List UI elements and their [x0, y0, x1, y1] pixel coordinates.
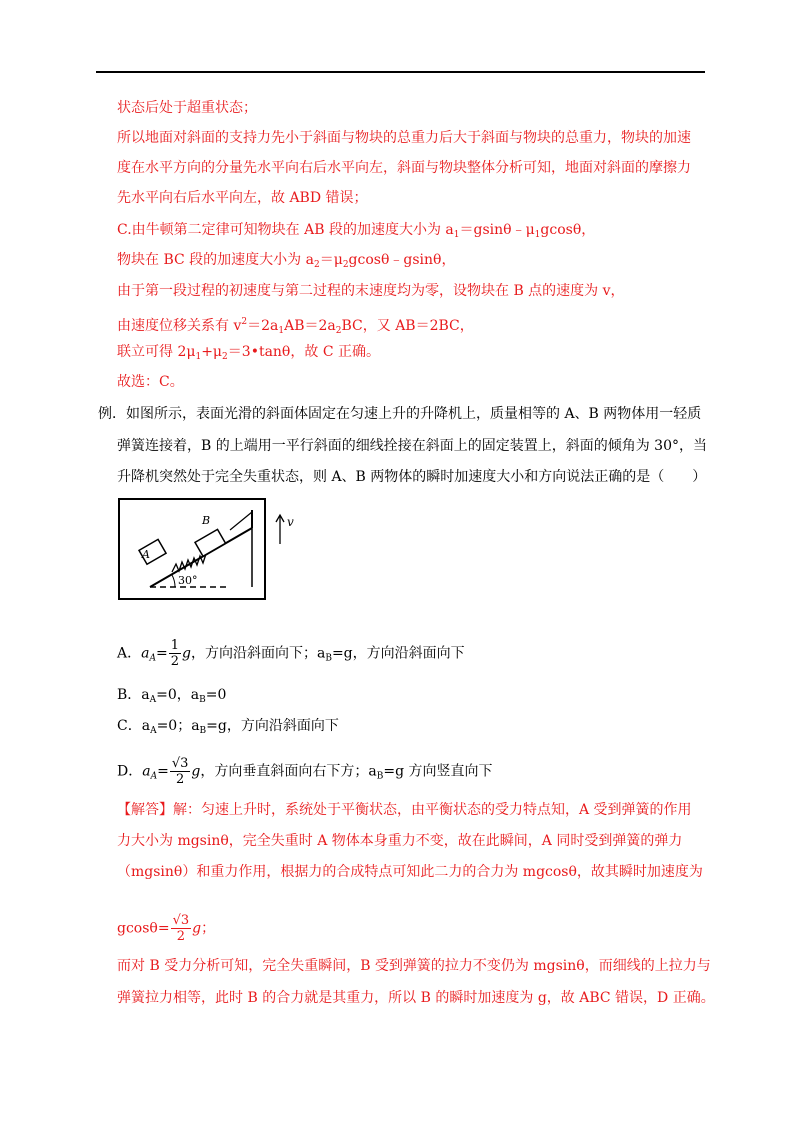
text: ＝gsinθ﹣μ [459, 222, 535, 238]
option-prefix: A． [117, 645, 142, 662]
text: 由速度位移关系有 v [117, 318, 242, 334]
text: =g，方向沿斜面向下 [206, 718, 339, 734]
header-rule [96, 71, 705, 73]
text: C.由牛顿第二定律可知物块在 AB 段的加速度大小为 a [117, 222, 454, 238]
answer-line-2: 力大小为 mgsinθ，完全失重时 A 物体本身重力不变，故在此瞬间，A 同时受到弹簧的弹力 [117, 833, 683, 849]
option-a [117, 638, 465, 669]
up-arrow-icon [274, 512, 304, 548]
text: =0，a [156, 687, 200, 703]
text: gcosθ﹣gsinθ， [348, 252, 456, 268]
answer-formula [117, 913, 215, 944]
label-v: v [287, 515, 294, 529]
solution-line-c4 [117, 312, 474, 341]
eq: = [157, 763, 169, 780]
denominator: 2 [175, 772, 185, 787]
label-a: A [142, 548, 150, 561]
option-d [117, 756, 493, 787]
fraction [169, 638, 181, 669]
subscript: A [150, 726, 157, 736]
example-line-2: 弹簧连接着，B 的上端用一平行斜面的细线拴接在斜面上的固定装置上，斜面的倾角为 30°，当 [117, 438, 708, 454]
subscript: 1 [534, 230, 541, 240]
text: ； [201, 920, 216, 937]
option-c [117, 716, 339, 741]
subscript: B [325, 653, 332, 664]
subscript: A [149, 653, 156, 664]
numerator: √3 [172, 913, 190, 928]
var: a [141, 645, 150, 662]
g: g [191, 763, 201, 780]
subscript: 1 [278, 326, 285, 336]
subscript: 2 [335, 326, 342, 336]
solution-line-c5 [117, 342, 380, 367]
text: C．a [117, 718, 151, 734]
subscript: B [199, 726, 207, 736]
answer-line-1: 【解答】解：匀速上升时，系统处于平衡状态，由平衡状态的受力特点知，A 受到弹簧的作用 [117, 802, 692, 818]
text: gcosθ， [540, 222, 596, 238]
text: =0；a [156, 718, 200, 734]
solution-line-c2 [117, 250, 455, 275]
solution-line-4: 先水平向右后水平向左，故 ABD 错误； [117, 190, 368, 206]
text: BC，又 AB＝2BC， [341, 318, 474, 334]
option-b [117, 685, 226, 710]
g: g [182, 645, 191, 662]
text: =g 方向竖直向下 [383, 763, 493, 780]
numerator: 1 [170, 638, 179, 653]
fraction [171, 913, 192, 944]
subscript: A [150, 771, 158, 782]
superscript: 2 [241, 317, 248, 327]
subscript: A [149, 695, 157, 705]
label-b: B [202, 514, 211, 527]
fraction [170, 756, 191, 787]
subscript: 2 [222, 352, 228, 362]
subscript: 2 [342, 260, 349, 270]
numerator: √3 [171, 756, 189, 771]
text: ＝3•tanθ，故 C 正确。 [227, 344, 380, 360]
solution-answer-choice: 故选：C。 [117, 374, 184, 390]
text: AB＝2a [284, 318, 336, 334]
text: 联立可得 2μ [117, 344, 196, 360]
denominator: 2 [176, 929, 185, 944]
text: =0 [205, 687, 227, 703]
solution-line-c3: 由于第一段过程的初速度与第二过程的末速度均为零，设物块在 B 点的速度为 v， [117, 283, 625, 299]
denominator: 2 [170, 654, 179, 669]
text: =g，方向沿斜面向下 [331, 645, 465, 662]
var: a [142, 763, 151, 780]
g: g [192, 920, 202, 937]
velocity-arrow [274, 512, 304, 552]
incline-diagram [120, 500, 264, 598]
text: gcosθ= [117, 920, 170, 937]
solution-line-c1 [117, 220, 595, 245]
text: ＝2a [247, 318, 279, 334]
text: 物块在 BC 段的加速度大小为 a [117, 252, 314, 268]
solution-line-2: 所以地面对斜面的支持力先小于斜面与物块的总重力后大于斜面与物块的总重力，物块的加速 [117, 130, 691, 146]
option-prefix: D． [117, 763, 143, 780]
text: +μ [201, 344, 223, 360]
subscript: 1 [195, 352, 202, 362]
subscript: B [199, 695, 206, 705]
text: ，方向垂直斜面向右下方；a [200, 763, 377, 780]
incline-figure [118, 498, 266, 600]
example-line-1: 例．如图所示，表面光滑的斜面体固定在匀速上升的升降机上，质量相等的 A、B 两物体用一轻质 [98, 406, 702, 422]
subscript: B [376, 771, 384, 782]
text: ，方向沿斜面向下；a [190, 645, 326, 662]
example-line-3: 升降机突然处于完全失重状态，则 A、B 两物体的瞬时加速度大小和方向说法正确的是（ ） [117, 469, 707, 485]
answer-line-4: 而对 B 受力分析可知，完全失重瞬间，B 受到弹簧的拉力不变仍为 mgsinθ，而细线的上拉力与 [117, 958, 711, 974]
eq: = [155, 645, 168, 662]
subscript: 1 [453, 230, 460, 240]
label-angle: 30° [178, 574, 198, 587]
answer-line-5: 弹簧拉力相等，此时 B 的合力就是其重力，所以 B 的瞬时加速度为 g，故 ABC 错误，D 正确。 [117, 990, 715, 1006]
subscript: 2 [313, 260, 320, 270]
text: B．a [117, 687, 150, 703]
solution-line-1: 状态后处于超重状态； [117, 100, 257, 116]
solution-line-3: 度在水平方向的分量先水平向右后水平向左，斜面与物块整体分析可知，地面对斜面的摩擦力 [117, 160, 691, 176]
text: ＝μ [319, 252, 343, 268]
answer-line-3: （mgsinθ）和重力作用，根据力的合成特点可知此二力的合力为 mgcosθ，故其瞬时加速度为 [117, 864, 703, 880]
